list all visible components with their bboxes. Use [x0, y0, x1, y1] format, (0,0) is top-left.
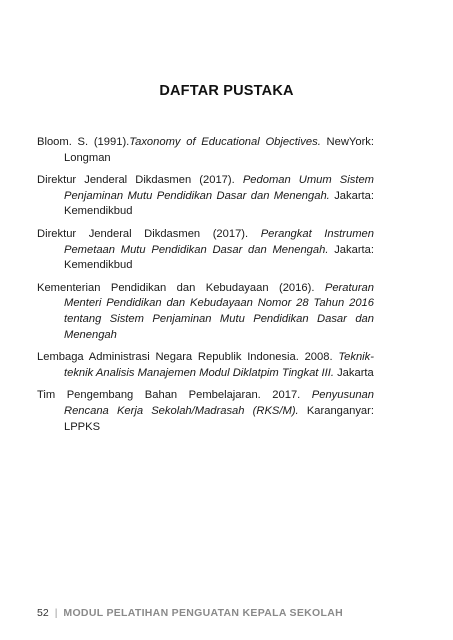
reference-title: Perangkat Instrumen Pemetaan Mutu Pendidikan Dasar dan Menengah. — [64, 227, 374, 256]
reference-publisher: Jakarta: Kemendikbud — [64, 243, 374, 272]
page-number: 52 — [37, 607, 49, 619]
reference-item — [37, 388, 374, 435]
reference-publisher: Karanganyar: LPPKS — [64, 404, 374, 433]
reference-author-year: Tim Pengembang Bahan Pembelajaran. 2017. — [37, 389, 312, 402]
page-title: DAFTAR PUSTAKA — [159, 83, 294, 99]
reference-publisher: Jakarta — [333, 366, 374, 379]
page-footer — [37, 607, 343, 619]
footer-separator: | — [54, 607, 58, 619]
reference-author-year: Kementerian Pendidikan dan Kebudayaan (2016). — [37, 281, 325, 294]
reference-title: Taxonomy of Educational Objectives. — [129, 136, 321, 148]
reference-item — [37, 350, 374, 381]
reference-title: Peraturan Menteri Pendidikan dan Kebudayaan Nomor 28 Tahun 2016 tentang Sistem Penjaminan Mutu Pendidikan Dasar dan Menengah — [64, 281, 374, 341]
reference-author-year: Direktur Jenderal Dikdasmen (2017). — [37, 174, 243, 187]
reference-author-year: Bloom. S. (1991). — [37, 136, 130, 148]
reference-title: Penyusunan Rencana Kerja Sekolah/Madrasah (RKS/M). — [64, 389, 374, 417]
reference-list — [37, 135, 374, 442]
reference-publisher: NewYork: Longman — [64, 136, 374, 164]
reference-item — [37, 135, 374, 166]
reference-title: Teknik-teknik Analisis Manajemen Modul Diklatpim Tingkat III. — [64, 351, 374, 379]
reference-author-year: Lembaga Administrasi Negara Republik Indonesia. 2008. — [37, 351, 339, 364]
reference-title: Pedoman Umum Sistem Penjaminan Mutu Pendidikan Dasar dan Menengah. — [64, 174, 374, 202]
reference-item — [37, 281, 374, 343]
reference-item — [37, 173, 374, 220]
reference-publisher: Jakarta: Kemendikbud — [64, 189, 374, 218]
running-title: MODUL PELATIHAN PENGUATAN KEPALA SEKOLAH — [63, 607, 343, 619]
reference-author-year: Direktur Jenderal Dikdasmen (2017). — [37, 227, 261, 240]
reference-item — [37, 227, 374, 274]
